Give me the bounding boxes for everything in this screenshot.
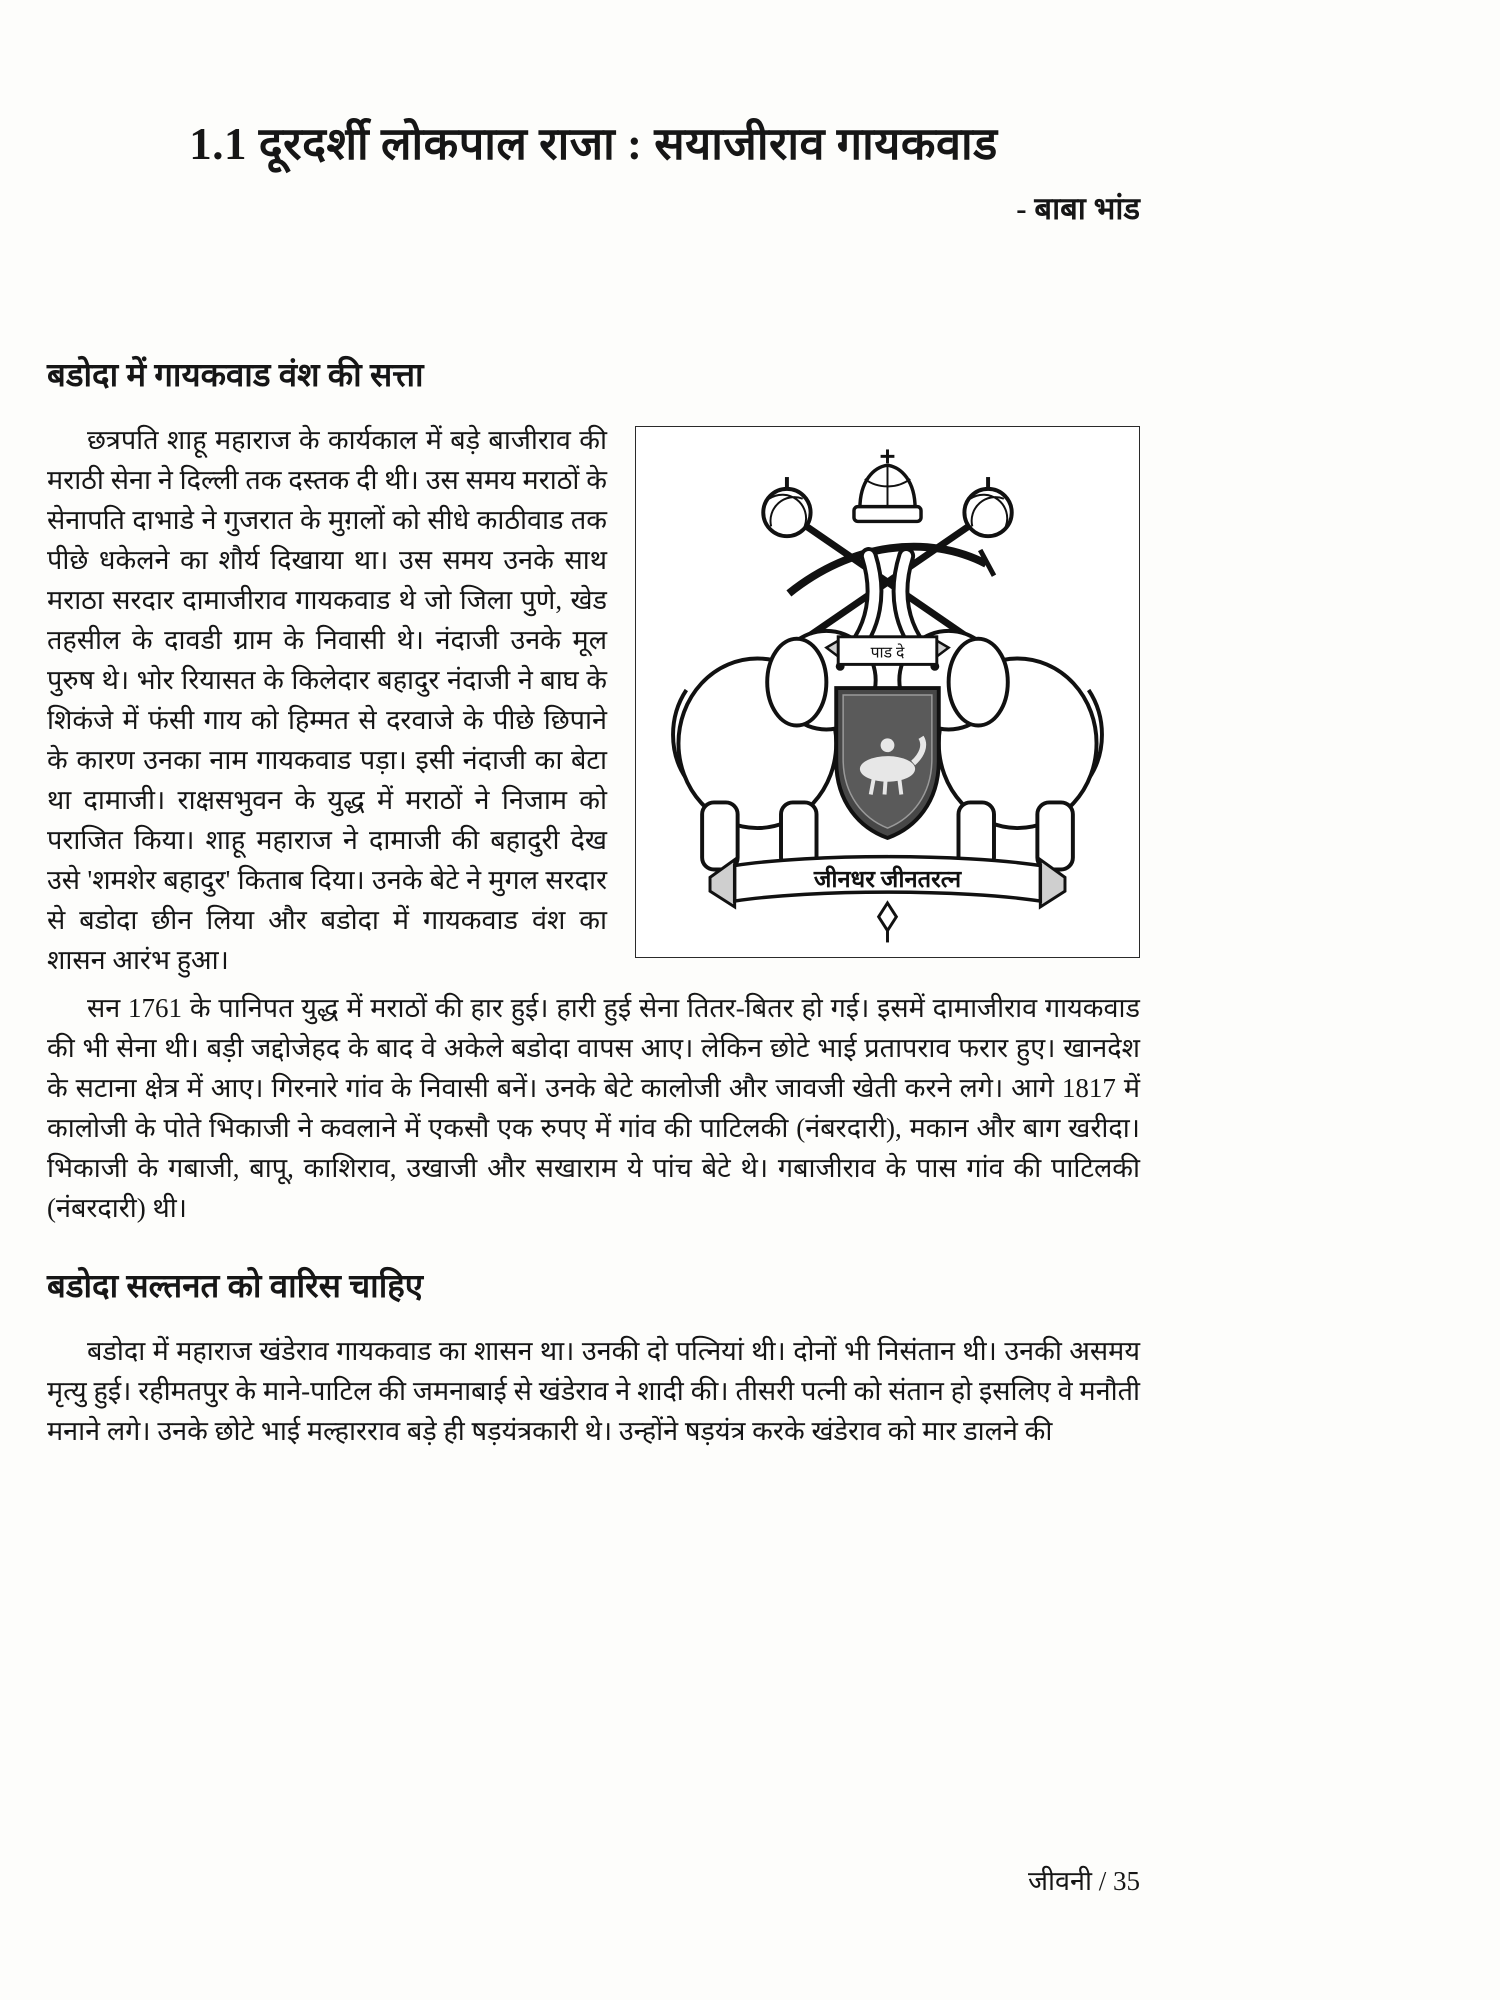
crown-icon — [854, 449, 921, 521]
page-content — [47, 0, 1140, 1459]
banner-ribbon-text: जीनधर जीनतरत्न — [813, 867, 962, 894]
author-byline: - बाबा भांड — [1016, 191, 1140, 226]
shield — [836, 688, 939, 838]
section-heading-heir-needed: बडोदा सल्तनत को वारिस चाहिए — [47, 1269, 424, 1305]
page-footer: जीवनी / 35 — [1027, 1866, 1140, 1896]
chapter-title: 1.1 दूरदर्शी लोकपाल राजा : सयाजीराव गायकवाड — [189, 119, 998, 169]
paragraph-khanderao: बडोदा में महाराज खंडेराव गायकवाड का शासन था। उनकी दो पत्नियां थी। दोनों भी निसंतान थी। उनकी असमय मृत्यु हुई। रहीमतपुर के माने-पाटिल की जमनाबाई से खंडेराव ने शादी की। तीसरी पत्नी को संतान हो इसलिए वे मनौती मनाने लगे। उनके छोटे भाई मल्हारराव बड़े ही षड़यंत्रकारी थे। उन्होंने षड़यंत्र करके खंडेराव को मार डालने की — [47, 1336, 1140, 1446]
motto-scroll-text: पाड दे — [870, 644, 905, 662]
paragraph-panipat-aftermath: सन 1761 के पानिपत युद्ध में मराठों की हार हुई। हारी हुई सेना तितर-बितर हो गई। इसमें दामाजीराव गायकवाड की भी सेना थी। बड़ी जद्दोजेहद के बाद वे अकेले बडोदा वापस आए। लेकिन छोटे भाई प्रतापराव फरार हुए। खानदेश के सटाना क्षेत्र में आए। गिरनारे गांव के निवासी बनें। उनके बेटे कालोजी और जावजी खेती करने लगे। आगे 1817 में कालोजी के पोते भिकाजी ने कवलाने में एकसौ एक रुपए में गांव की पाटिलकी (नंबरदारी), मकान और बाग खरीदा। भिकाजी के गबाजी, बापू, काशिराव, उखाजी और सखाराम ये पांच बेटे थे। गबाजीराव के पास गांव की पाटिलकी (नंबरदारी) थी। — [47, 993, 1140, 1223]
tassel-ornament-icon — [879, 903, 897, 942]
coat-of-arms-figure — [635, 426, 1140, 958]
gaekwad-crest-illustration — [641, 432, 1134, 952]
motto-scroll — [826, 637, 948, 665]
paragraph-dynasty-origin: छत्रपति शाहू महाराज के कार्यकाल में बड़े बाजीराव की मराठी सेना ने दिल्ली तक दस्तक दी थी। उस समय मराठों के सेनापति दाभाडे ने गुजरात के मुग़लों को सीधे काठीवाड तक पीछे धकेलने का शौर्य दिखाया था। उस समय उनके साथ मराठा सरदार दामाजीराव गायकवाड थे जो जिला पुणे, खेड तहसील के दावडी ग्राम के निवासी थे। नंदाजी उनके मूल पुरुष थे। भोर रियासत के किलेदार बहादुर नंदाजी ने बाघ के शिकंजे में फंसी गाय को हिम्मत से दरवाजे के पीछे छिपाने के कारण उनका नाम गायकवाड पड़ा। इसी नंदाजी का बेटा था दामाजी। राक्षसभुवन के युद्ध में मराठों ने निजाम को पराजित किया। शाहू महाराज ने दामाजी की बहादुरी देख उसे 'शमशेर बहादुर' किताब दिया। उनके बेटे ने मुगल सरदार से बडोदा छीन लिया और बडोदा में गायकवाड वंश का शासन आरंभ हुआ। — [47, 425, 607, 975]
banner-ribbon — [710, 857, 1065, 907]
section-heading-baroda-dynasty: बडोदा में गायकवाड वंश की सत्ता — [47, 358, 424, 394]
